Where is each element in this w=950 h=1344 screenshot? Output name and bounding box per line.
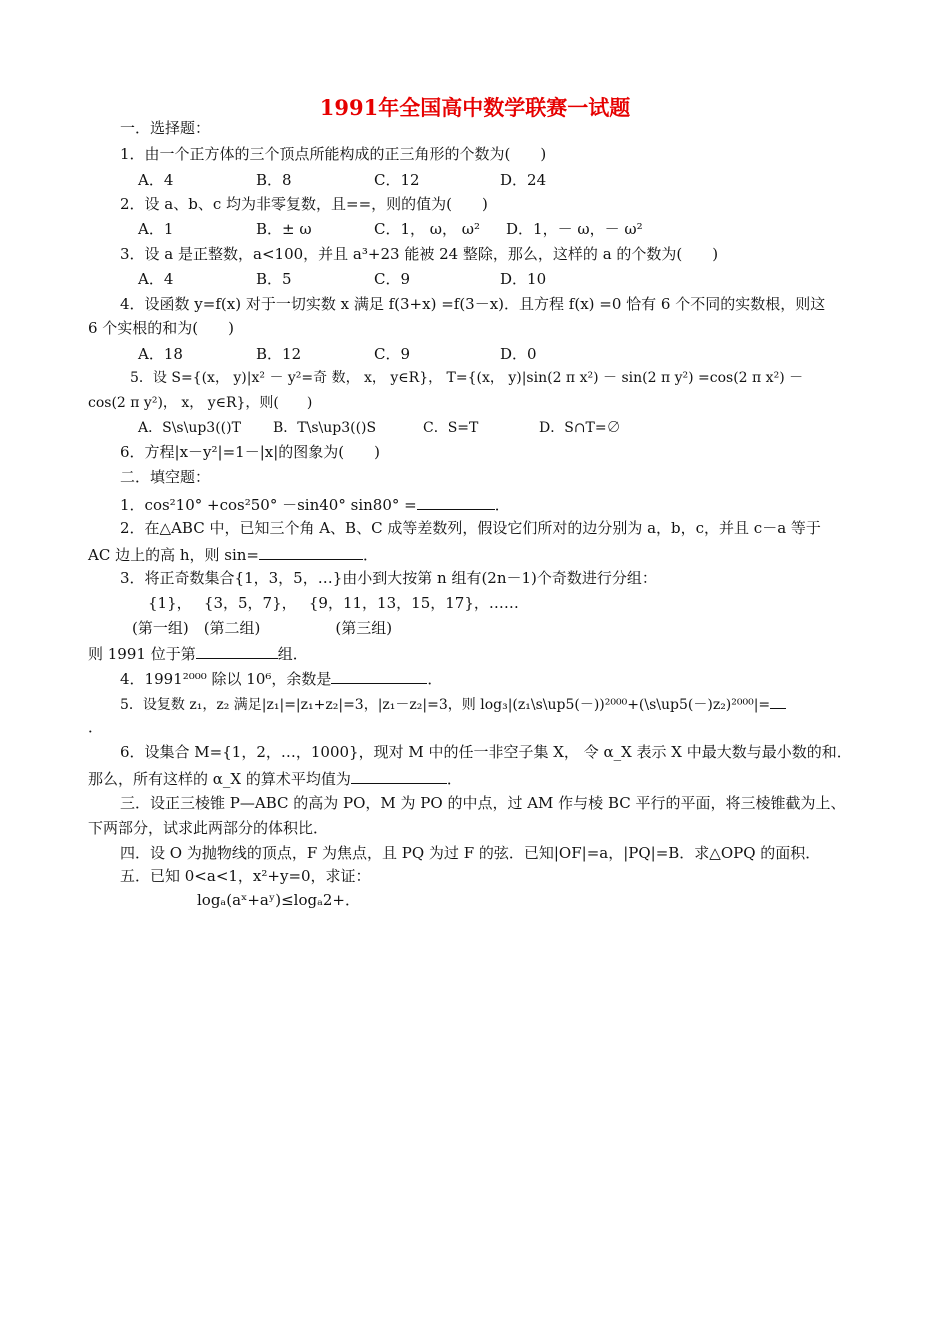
fill-6-line-2: 那么，所有这样的 α_X 的算术平均值为 ． xyxy=(88,767,462,789)
option-d: D．24 xyxy=(500,171,547,189)
question-2-options xyxy=(138,219,643,239)
option-a: A．18 xyxy=(138,345,183,363)
option-d: D．1，－ ω，－ ω² xyxy=(506,220,643,238)
question-5-options xyxy=(138,418,621,438)
option-c: C．9 xyxy=(374,270,411,288)
fill-3-line-4: 则 1991 位于第 组． xyxy=(88,642,308,664)
option-a: A．4 xyxy=(138,270,174,288)
section-choice-heading: 一．选择题： xyxy=(120,119,211,137)
option-d: D．10 xyxy=(500,270,547,288)
fill-3-line-1: 3．将正奇数集合{1，3，5，…}由小到大按第 n 组有(2n－1)个奇数进行分组： xyxy=(120,569,657,587)
option-a: A．1 xyxy=(138,220,174,238)
fill-4: 4．1991²⁰⁰⁰ 除以 10⁶，余数是 ． xyxy=(120,667,442,689)
problem-5-formula: logₐ(aˣ+aʸ)≤logₐ2+． xyxy=(197,891,360,909)
option-a: A．S\s\up3(()T xyxy=(138,420,241,436)
fill-6-line-1: 6．设集合 M={1，2，…，1000}，现对 M 中的任一非空子集 X， 令 α_X 表示 X 中最大数与最小数的和． xyxy=(120,743,852,761)
option-d: D．S∩T=∅ xyxy=(539,420,621,436)
question-3-options xyxy=(138,269,546,289)
question-5-line-1: 5．设 S={(x， y)|x² － y²=奇 数， x， y∈R}， T={(x， y)|sin(2 π x²) － sin(2 π y²) =cos(2 π x²) － xyxy=(130,370,804,386)
question-5-line-2: cos(2 π y²)， x， y∈R}，则( ) xyxy=(88,395,313,411)
option-d: D．0 xyxy=(500,345,537,363)
problem-3-line-2: 下两部分，试求此两部分的体积比． xyxy=(88,819,329,837)
option-c: C．S=T xyxy=(423,420,479,436)
fill-3-groups: {1}， {3，5，7}， {9，11，13，15，17}，…… xyxy=(148,594,519,612)
answer-blank xyxy=(417,493,495,510)
question-2: 2．设 a、b、c 均为非零复数，且==，则的值为( ) xyxy=(120,195,488,213)
option-b: B．T\s\up3(()S xyxy=(273,420,377,436)
section-fill-heading: 二．填空题： xyxy=(120,468,211,486)
option-b: B．± ω xyxy=(256,220,312,238)
question-4-options xyxy=(138,344,537,364)
option-b: B．5 xyxy=(256,270,292,288)
fill-5-line-2: ． xyxy=(88,718,104,736)
answer-blank xyxy=(259,543,363,560)
option-a: A．4 xyxy=(138,171,174,189)
answer-blank xyxy=(331,667,427,684)
answer-blank xyxy=(351,767,447,784)
question-4-line-2: 6 个实根的和为( ) xyxy=(88,319,235,337)
question-1-options xyxy=(138,170,546,190)
question-3: 3．设 a 是正整数，a<100，并且 a³+23 能被 24 整除，那么，这样的 a 的个数为( ) xyxy=(120,245,719,263)
question-6: 6．方程|x－y²|=1－|x|的图象为( ) xyxy=(120,443,380,461)
fill-5-line-1: 5．设复数 z₁，z₂ 满足|z₁|=|z₁+z₂|=3，|z₁－z₂|=3，则 log₃|(z₁\s\up5(－))²⁰⁰⁰+(\s\up5(－)z₂)²⁰⁰⁰|= xyxy=(120,692,786,715)
fill-2-line-2: AC 边上的高 h，则 sin= ． xyxy=(88,543,378,565)
option-b: B．12 xyxy=(256,345,302,363)
option-b: B．8 xyxy=(256,171,292,189)
option-c: C．12 xyxy=(374,171,420,189)
fill-1: 1．cos²10° +cos²50° －sin40° sin80° = ． xyxy=(120,493,510,515)
page-title: 1991年全国高中数学联赛一试题 xyxy=(319,95,631,120)
fill-2-line-1: 2．在△ABC 中，已知三个角 A、B、C 成等差数列，假设它们所对的边分别为 a，b，c，并且 c－a 等于 xyxy=(120,519,821,537)
option-c: C．1， ω， ω² xyxy=(374,220,481,238)
question-1: 1．由一个正方体的三个顶点所能构成的正三角形的个数为( ) xyxy=(120,145,547,163)
problem-4: 四．设 O 为抛物线的顶点，F 为焦点，且 PQ 为过 F 的弦．已知|OF|=a，|PQ|=B．求△OPQ 的面积． xyxy=(120,844,821,862)
fill-3-group-labels: (第一组) (第二组) (第三组) xyxy=(132,619,393,637)
option-c: C．9 xyxy=(374,345,411,363)
problem-3-line-1: 三．设正三棱锥 P—ABC 的高为 PO，M 为 PO 的中点，过 AM 作与棱 BC 平行的平面，将三棱锥截为上、 xyxy=(120,794,846,812)
answer-blank xyxy=(196,642,278,659)
problem-5-line-1: 五．已知 0<a<1，x²+y=0，求证： xyxy=(120,867,371,885)
answer-blank xyxy=(770,692,786,709)
question-4-line-1: 4．设函数 y=f(x) 对于一切实数 x 满足 f(3+x) =f(3－x)．且方程 f(x) =0 恰有 6 个不同的实数根，则这 xyxy=(120,295,826,313)
